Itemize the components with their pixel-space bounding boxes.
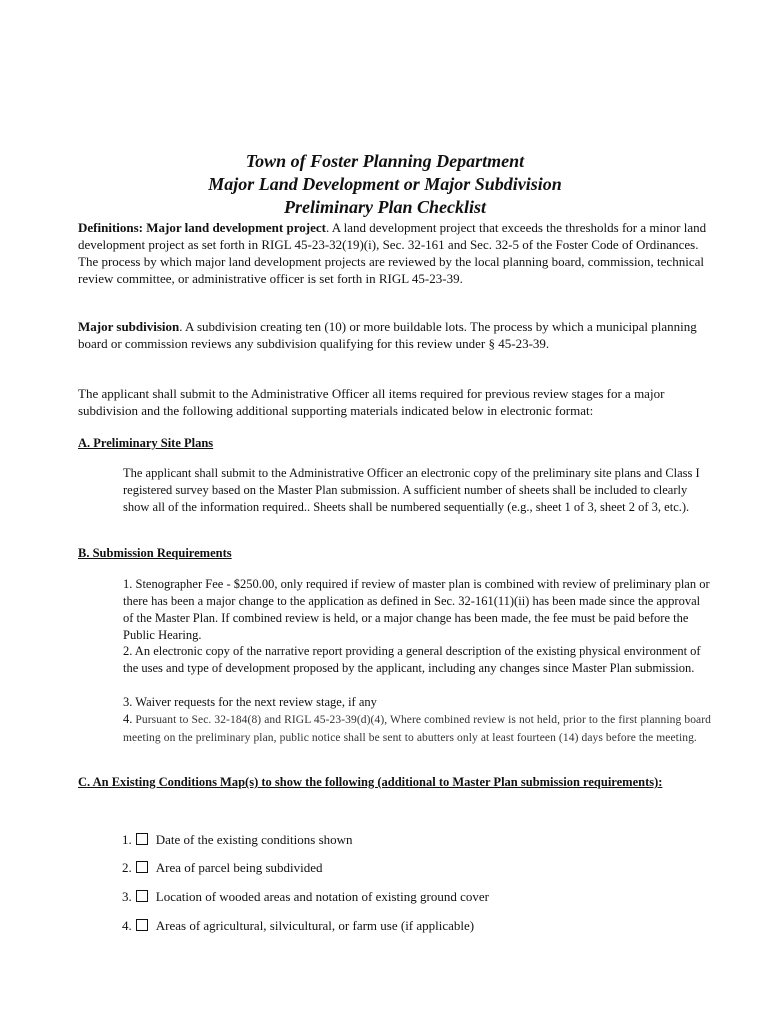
section-a-text: The applicant shall submit to the Administrative Officer an electronic copy of the preliminary site plans and Class I registered survey based on the Master Plan submission. A sufficient number of sheets shall be included to clearly show all of the information required.. Sheets shall be numbered sequentially (e.g., sheet 1 of 3, sheet 2 of 3, etc.). — [123, 466, 700, 514]
checklist-item — [122, 859, 323, 877]
section-c-heading: C. An Existing Conditions Map(s) to show the following (additional to Master Plan submission requirements): — [78, 775, 663, 789]
section-b-item-2: 2. An electronic copy of the narrative report providing a general description of the existing physical environment of the uses and type of development proposed by the applicant, including any changes since Master Plan submission. — [123, 644, 701, 675]
major-subdivision-text: . A subdivision creating ten (10) or more buildable lots. The process by which a municipal planning board or commission reviews any subdivision qualifying for this review under § 45-23-39. — [78, 319, 697, 351]
section-a-heading: A. Preliminary Site Plans — [78, 436, 214, 450]
section-b-item-3: 3. Waiver requests for the next review stage, if any — [123, 695, 377, 709]
checklist-item-number: 4. — [122, 918, 132, 933]
definitions-paragraph — [78, 219, 708, 287]
section-b-item-4-text: Pursuant to Sec. 32-184(8) and RIGL 45-23-39(d)(4), Where combined review is not held, prior to the first planning board meeting on the preliminary plan, public notice shall be sent to abutters only at least fourteen (14) days before the meeting. — [123, 714, 712, 744]
checkbox-icon[interactable] — [136, 919, 148, 931]
major-subdivision-paragraph — [78, 318, 708, 352]
intro-paragraph: The applicant shall submit to the Administrative Officer all items required for previous review stages for a major subdivision and the following additional supporting materials indicated below in electronic format: — [78, 386, 665, 418]
checklist-item-label: Area of parcel being subdivided — [155, 860, 323, 875]
title-department: Town of Foster Planning Department — [245, 151, 525, 171]
definitions-text: . A land development project that exceeds the thresholds for a minor land development project as set forth in RIGL 45-23-32(19)(i), Sec. 32-161 and Sec. 32-5 of the Foster Code of Ordinances. The process by which major land development projects are reviewed by the local planning board, commission, technical review committee, or administrative officer is set forth in RIGL 45-23-39. — [78, 220, 707, 286]
checklist-item-label: Location of wooded areas and notation of existing ground cover — [155, 889, 489, 904]
section-b-heading: B. Submission Requirements — [78, 546, 232, 560]
checkbox-icon[interactable] — [136, 861, 148, 873]
checklist-item-label: Date of the existing conditions shown — [155, 832, 353, 847]
major-subdivision-lead: Major subdivision — [78, 319, 180, 334]
checklist-item — [122, 917, 474, 935]
definitions-lead: Definitions: Major land development project — [78, 220, 326, 235]
checklist-item-number: 2. — [122, 860, 132, 875]
section-b-item-1: 1. Stenographer Fee - $250.00, only required if review of master plan is combined with review of preliminary plan or there has been a major change to the application as defined in Sec. 32-161(11)(ii) has been made since the approval of the Master Plan. If combined review is held, or a major change has been made, the fee must be paid before the Public Hearing. — [123, 577, 710, 642]
title-project-type: Major Land Development or Major Subdivision — [208, 174, 562, 194]
checklist-item — [122, 831, 353, 849]
title-checklist: Preliminary Plan Checklist — [283, 197, 486, 217]
section-b-item-4 — [123, 711, 713, 747]
checkbox-icon[interactable] — [136, 833, 148, 845]
checklist-item — [122, 888, 489, 906]
checklist-item-number: 3. — [122, 889, 132, 904]
section-b-item-4-number: 4. — [123, 712, 133, 726]
checklist-item-label: Areas of agricultural, silvicultural, or farm use (if applicable) — [155, 918, 475, 933]
checklist-item-number: 1. — [122, 832, 132, 847]
checkbox-icon[interactable] — [136, 890, 148, 902]
